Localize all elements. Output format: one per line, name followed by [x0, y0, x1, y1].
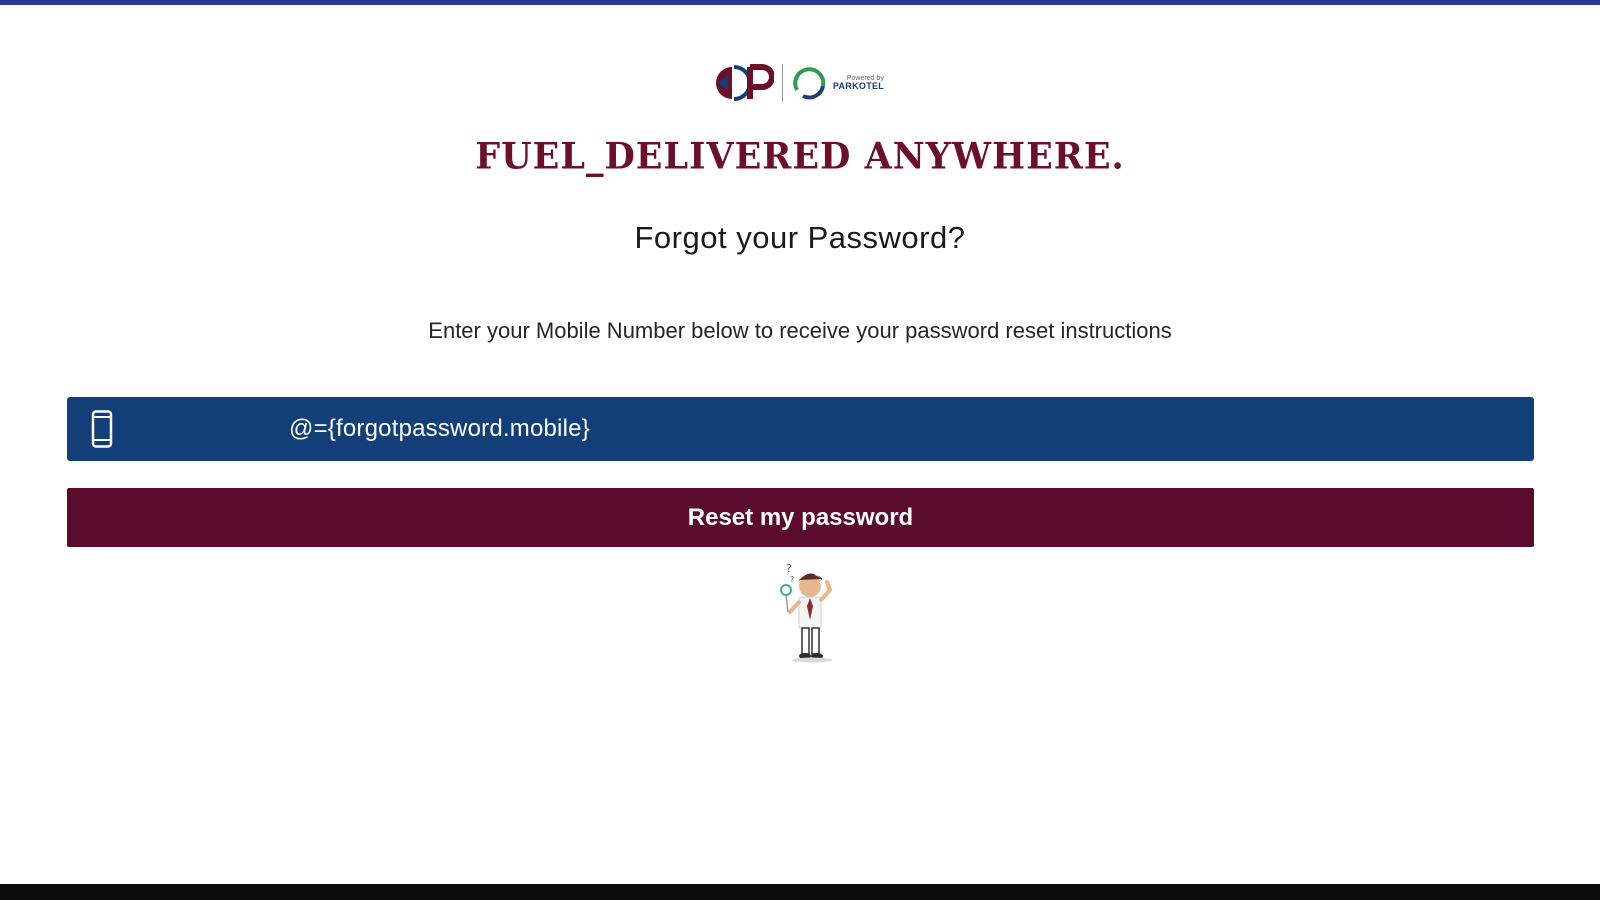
bottom-bar — [0, 884, 1600, 900]
svg-text:?: ? — [786, 562, 792, 575]
mobile-phone-icon — [91, 410, 113, 448]
svg-text:?: ? — [790, 575, 795, 584]
brand-tagline: FUEL_DELIVERED ANYWHERE. — [475, 134, 1125, 179]
partner-logo — [791, 64, 884, 102]
partner-tagline: Powered by — [846, 75, 884, 82]
confused-man-illustration — [776, 560, 852, 664]
op-logo — [716, 61, 774, 105]
top-accent-strip — [0, 0, 1600, 5]
partner-ring-icon — [791, 64, 829, 102]
logo-divider — [782, 64, 783, 102]
mobile-number-field[interactable] — [67, 397, 1534, 461]
mobile-number-value[interactable]: @={forgotpassword.mobile} — [289, 415, 590, 442]
partner-name: PARKOTEL — [832, 81, 885, 91]
page-title: Forgot your Password? — [634, 220, 966, 255]
brand-logo-row — [0, 58, 1600, 108]
reset-instructions: Enter your Mobile Number below to receive your password reset instructions — [428, 318, 1172, 343]
reset-password-button[interactable]: Reset my password — [67, 488, 1534, 547]
